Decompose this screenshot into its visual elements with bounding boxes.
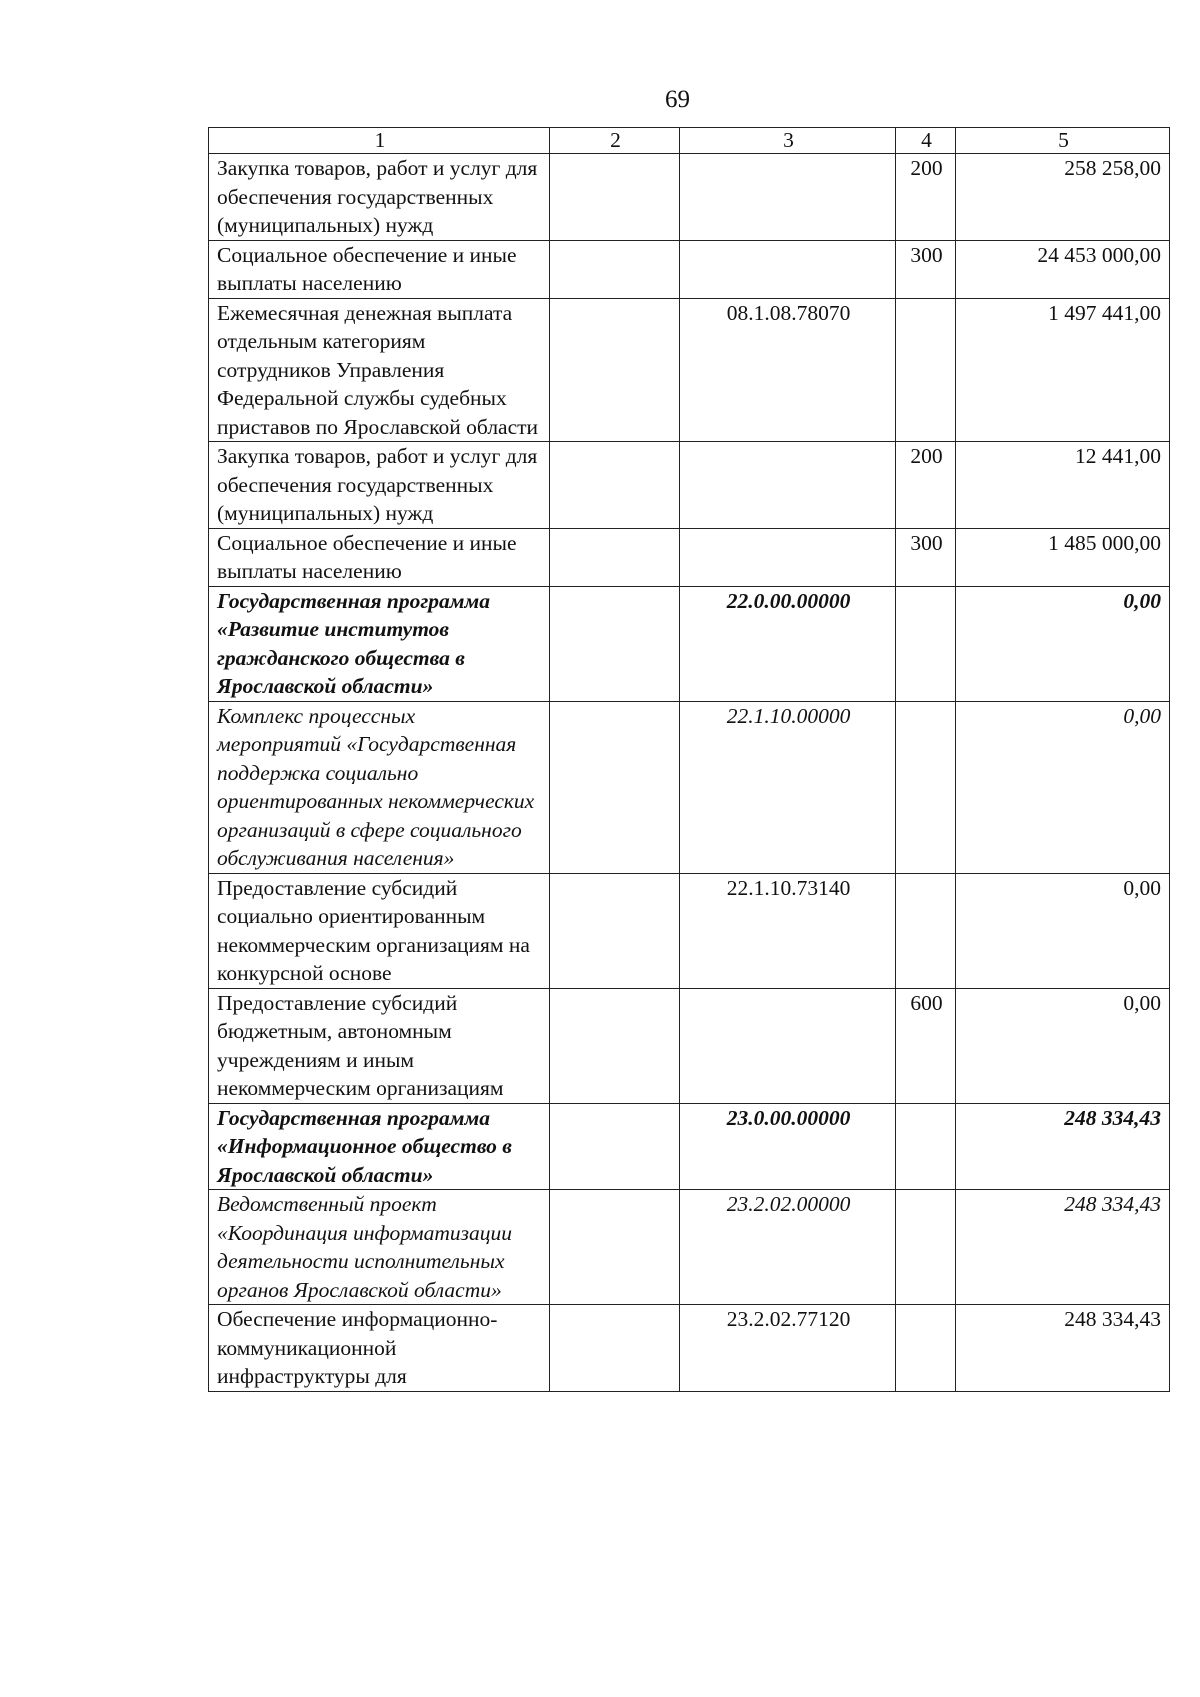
cell-code: 23.2.02.00000 [680,1190,896,1305]
cell-col2 [550,154,680,241]
cell-name: Комплекс процессных мероприятий «Государственная поддержка социально ориентированных некоммерческих организаций в сфере социального обслуживания населения» [209,701,550,873]
cell-type [896,873,956,988]
cell-name: Закупка товаров, работ и услуг для обеспечения государственных (муниципальных) нужд [209,154,550,241]
cell-amount: 248 334,43 [956,1305,1170,1392]
cell-col2 [550,240,680,298]
cell-name: Ежемесячная денежная выплата отдельным категориям сотрудников Управления Федеральной службы судебных приставов по Ярославской области [209,298,550,442]
header-col-2: 2 [550,128,680,154]
cell-type: 600 [896,988,956,1103]
cell-type: 200 [896,442,956,529]
cell-code [680,528,896,586]
cell-name: Государственная программа «Информационное общество в Ярославской области» [209,1103,550,1190]
cell-type [896,701,956,873]
header-col-4: 4 [896,128,956,154]
budget-table [208,127,1170,1392]
cell-type [896,1103,956,1190]
table-row [209,873,1170,988]
cell-name: Предоставление субсидий бюджетным, автономным учреждениям и иным некоммерческим организациям [209,988,550,1103]
cell-col2 [550,988,680,1103]
cell-name: Ведомственный проект «Координация информатизации деятельности исполнительных органов Ярославской области» [209,1190,550,1305]
cell-code: 22.0.00.00000 [680,586,896,701]
cell-col2 [550,1103,680,1190]
cell-col2 [550,701,680,873]
table-row [209,701,1170,873]
cell-code: 08.1.08.78070 [680,298,896,442]
table-row [209,586,1170,701]
cell-type: 300 [896,240,956,298]
cell-code [680,240,896,298]
cell-col2 [550,586,680,701]
cell-amount: 12 441,00 [956,442,1170,529]
cell-type: 300 [896,528,956,586]
cell-amount: 24 453 000,00 [956,240,1170,298]
cell-amount: 1 485 000,00 [956,528,1170,586]
table-body [209,154,1170,1392]
cell-col2 [550,298,680,442]
cell-amount: 248 334,43 [956,1103,1170,1190]
cell-amount: 1 497 441,00 [956,298,1170,442]
table-row [209,1305,1170,1392]
cell-code [680,154,896,241]
cell-amount: 0,00 [956,873,1170,988]
cell-col2 [550,873,680,988]
table-row [209,154,1170,241]
cell-col2 [550,1190,680,1305]
cell-col2 [550,528,680,586]
cell-amount: 0,00 [956,988,1170,1103]
header-col-5: 5 [956,128,1170,154]
cell-code [680,442,896,529]
cell-type: 200 [896,154,956,241]
page-number: 69 [665,86,690,113]
cell-col2 [550,442,680,529]
table-row [209,298,1170,442]
table-row [209,1103,1170,1190]
cell-name: Социальное обеспечение и иные выплаты населению [209,528,550,586]
cell-type [896,298,956,442]
header-col-1: 1 [209,128,550,154]
table-row [209,1190,1170,1305]
cell-code: 22.1.10.00000 [680,701,896,873]
cell-code: 23.2.02.77120 [680,1305,896,1392]
cell-code: 23.0.00.00000 [680,1103,896,1190]
table-row [209,240,1170,298]
cell-amount: 248 334,43 [956,1190,1170,1305]
cell-amount: 258 258,00 [956,154,1170,241]
table-row [209,988,1170,1103]
cell-name: Предоставление субсидий социально ориентированным некоммерческим организациям на конкурсной основе [209,873,550,988]
cell-code [680,988,896,1103]
table-row [209,442,1170,529]
cell-amount: 0,00 [956,586,1170,701]
header-col-3: 3 [680,128,896,154]
cell-col2 [550,1305,680,1392]
cell-type [896,1305,956,1392]
cell-type [896,586,956,701]
cell-type [896,1190,956,1305]
table-header-row [209,128,1170,154]
cell-name: Государственная программа «Развитие институтов гражданского общества в Ярославской области» [209,586,550,701]
cell-code: 22.1.10.73140 [680,873,896,988]
cell-amount: 0,00 [956,701,1170,873]
cell-name: Обеспечение информационно-коммуникационной инфраструктуры для [209,1305,550,1392]
table-row [209,528,1170,586]
cell-name: Закупка товаров, работ и услуг для обеспечения государственных (муниципальных) нужд [209,442,550,529]
cell-name: Социальное обеспечение и иные выплаты населению [209,240,550,298]
